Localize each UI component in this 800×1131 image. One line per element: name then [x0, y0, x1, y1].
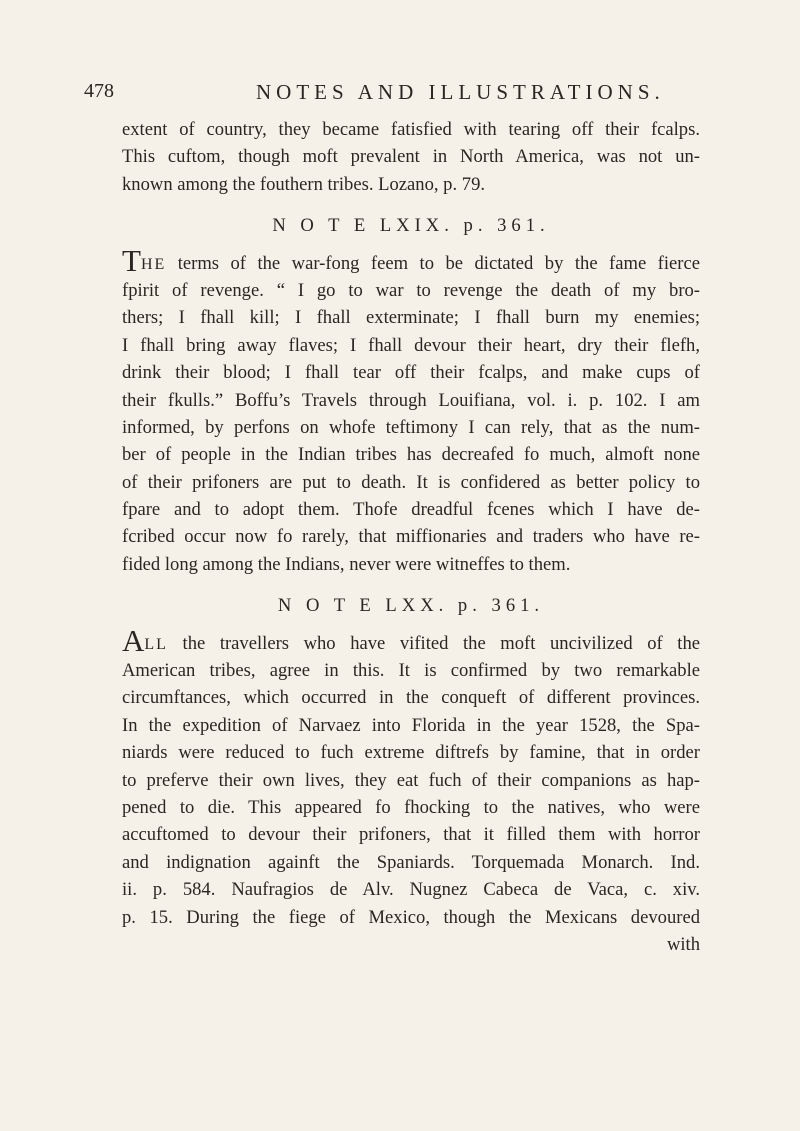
text-line: ber of people in the Indian tribes has decreafed fo much, almoft none	[122, 444, 700, 466]
text-line: circumftances, which occurred in the conqueft of different provinces.	[122, 687, 700, 709]
text-line: extent of country, they became fatisfied with tearing off their fcalps.	[122, 119, 700, 140]
catchword: with	[666, 933, 700, 955]
text-line: In the expedition of Narvaez into Florida in the year 1528, the Spa-	[122, 714, 700, 736]
text-line: accuftomed to devour their prifoners, that it filled them with horror	[122, 824, 700, 846]
running-head: NOTES AND ILLUSTRATIONS.	[256, 80, 665, 104]
text-line: fpare and to adopt them. Thofe dreadful fcenes which I have de-	[122, 499, 700, 521]
text-line: American tribes, agree in this. It is confirmed by two remarkable	[122, 660, 700, 682]
text-line: This cuftom, though moft prevalent in North America, was not un-	[122, 146, 700, 168]
drop-initial: A	[122, 622, 145, 658]
first-line-text: terms of the war-fong feem to be dictated by the fame fierce	[166, 252, 700, 274]
note-heading-69: N O T E LXIX. p. 361.	[272, 215, 550, 237]
text-line: niards were reduced to fuch extreme diftrefs by famine, that in order	[122, 742, 700, 764]
text-line: known among the fouthern tribes. Lozano, p. 79.	[122, 173, 486, 195]
text-line: ii. p. 584. Naufragios de Alv. Nugnez Cabeca de Vaca, c. xiv.	[122, 879, 700, 901]
text-line: of their prifoners are put to death. It is confidered as better policy to	[122, 471, 700, 493]
note-first-line	[122, 622, 700, 658]
text-body	[122, 116, 700, 958]
note-first-line	[122, 242, 700, 278]
text-line: drink their blood; I fhall tear off their fcalps, and make cups of	[122, 362, 700, 384]
page-number: 478	[84, 80, 114, 102]
text-line: their fkulls.” Boffu’s Travels through Louifiana, vol. i. p. 102. I am	[122, 389, 700, 411]
text-line: p. 15. During the fiege of Mexico, though the Mexicans devoured	[122, 906, 700, 928]
text-line: and indignation againft the Spaniards. Torquemada Monarch. Ind.	[122, 851, 700, 873]
text-line: to preferve their own lives, they eat fuch of their companions as hap-	[122, 769, 700, 791]
first-word-caps: HE	[140, 255, 167, 273]
text-line: pened to die. This appeared fo fhocking to the natives, who were	[122, 796, 700, 818]
note-heading-70: N O T E LXX. p. 361.	[277, 595, 545, 617]
first-line-text: the travellers who have vifited the moft uncivilized of the	[167, 632, 700, 654]
first-word-caps: LL	[144, 635, 168, 653]
text-line: fcribed occur now fo rarely, that miffionaries and traders who have re-	[122, 526, 700, 548]
text-line: informed, by perfons on whofe teftimony I can rely, that as the num-	[122, 416, 700, 438]
page-header	[84, 80, 724, 110]
text-line: I fhall bring away flaves; I fhall devour their heart, dry their flefh,	[122, 334, 700, 356]
text-line: fpirit of revenge. “ I go to war to revenge the death of my bro-	[122, 279, 700, 301]
text-line: fided long among the Indians, never were witneffes to them.	[122, 553, 571, 575]
drop-initial: T	[122, 242, 141, 278]
text-line: thers; I fhall kill; I fhall exterminate; I fhall burn my enemies;	[122, 307, 700, 329]
